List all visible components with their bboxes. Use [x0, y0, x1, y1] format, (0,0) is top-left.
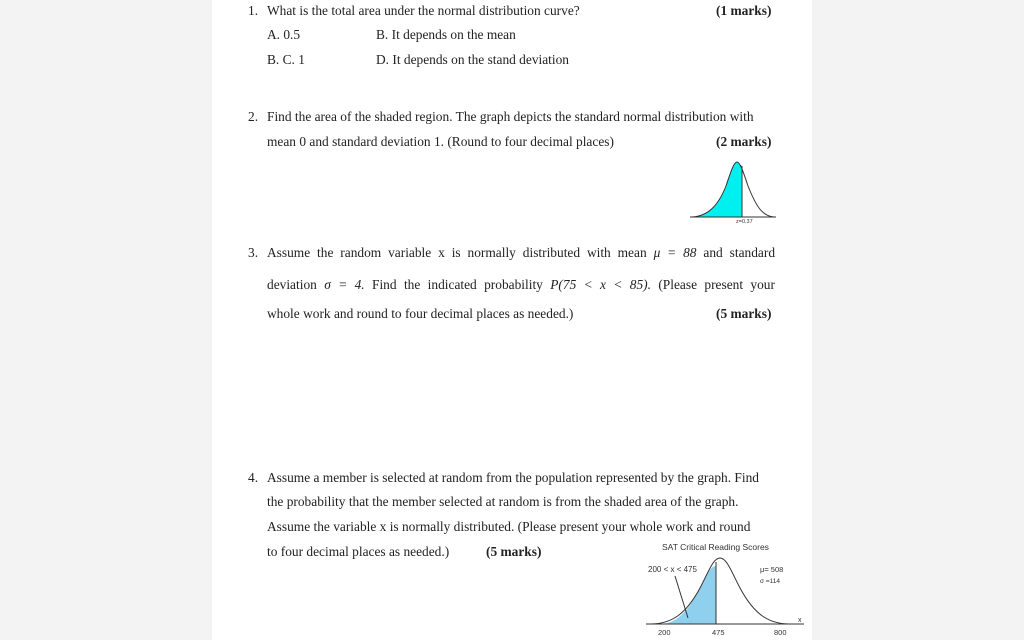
q3-line2: [267, 277, 775, 293]
q1-number: 1.: [248, 3, 259, 18]
q4-marks: (5 marks): [486, 544, 542, 559]
q3-line1: [267, 245, 775, 261]
q4-pointer-line: [675, 576, 688, 618]
q2-line2: mean 0 and standard deviation 1. (Round to four decimal places): [267, 134, 614, 149]
q4-sigma-label: σ =114: [760, 578, 780, 585]
q4-number: 4.: [248, 470, 259, 485]
document-page: [212, 0, 812, 640]
q1-option-b: B. It depends on the mean: [376, 27, 516, 42]
q4-shaded-region: [662, 566, 716, 624]
q4-tick-475: 475: [712, 628, 725, 637]
q3-line2-mid: Find the indicated probability: [372, 277, 543, 292]
q4-tick-200: 200: [658, 628, 671, 637]
q4-line4: to four decimal places as needed.): [267, 544, 450, 559]
q4-line2: the probability that the member selected at random is from the shaded area of the graph.: [267, 494, 739, 509]
q4-sat-scores-graph: [640, 538, 812, 640]
q3-line2-start: deviation: [267, 277, 317, 292]
q1-marks: (1 marks): [716, 3, 772, 18]
q4-x-axis-label: x: [798, 617, 802, 624]
q3-line2-end: (Please present your: [658, 277, 775, 292]
q1-option-d: D. It depends on the stand deviation: [376, 52, 570, 67]
q4-range-label: 200 < x < 475: [648, 565, 697, 574]
q2-z-label: z=0.37: [736, 219, 753, 225]
q3-probability: P(75 < x < 85).: [550, 277, 651, 292]
q1-option-a: A. 0.5: [267, 27, 301, 42]
q2-shaded-region: [692, 162, 742, 217]
q3-number: 3.: [248, 245, 259, 260]
q4-line1: Assume a member is selected at random from the population represented by the graph. Find: [267, 470, 759, 485]
q3-line1-end: and standard: [703, 245, 776, 260]
q2-marks: (2 marks): [716, 134, 772, 149]
q1-text: What is the total area under the normal distribution curve?: [267, 3, 580, 18]
q2-normal-curve-graph: [690, 156, 776, 226]
q1-option-c: B. C. 1: [267, 52, 305, 67]
q3-line3: whole work and round to four decimal places as needed.): [267, 306, 574, 321]
q4-line3: Assume the variable x is normally distributed. (Please present your whole work and round: [267, 519, 751, 534]
q2-line1: Find the area of the shaded region. The graph depicts the standard normal distribution with: [267, 109, 754, 124]
q3-sigma: σ = 4.: [324, 277, 365, 292]
q4-tick-800: 800: [774, 628, 787, 637]
q4-mu-label: μ= 508: [760, 565, 784, 574]
q3-mu: μ = 88: [653, 245, 697, 260]
q2-number: 2.: [248, 109, 259, 124]
q3-marks: (5 marks): [716, 306, 772, 321]
q3-line1-text: Assume the random variable x is normally distributed with mean: [267, 245, 647, 260]
q4-graph-title: SAT Critical Reading Scores: [662, 542, 769, 552]
